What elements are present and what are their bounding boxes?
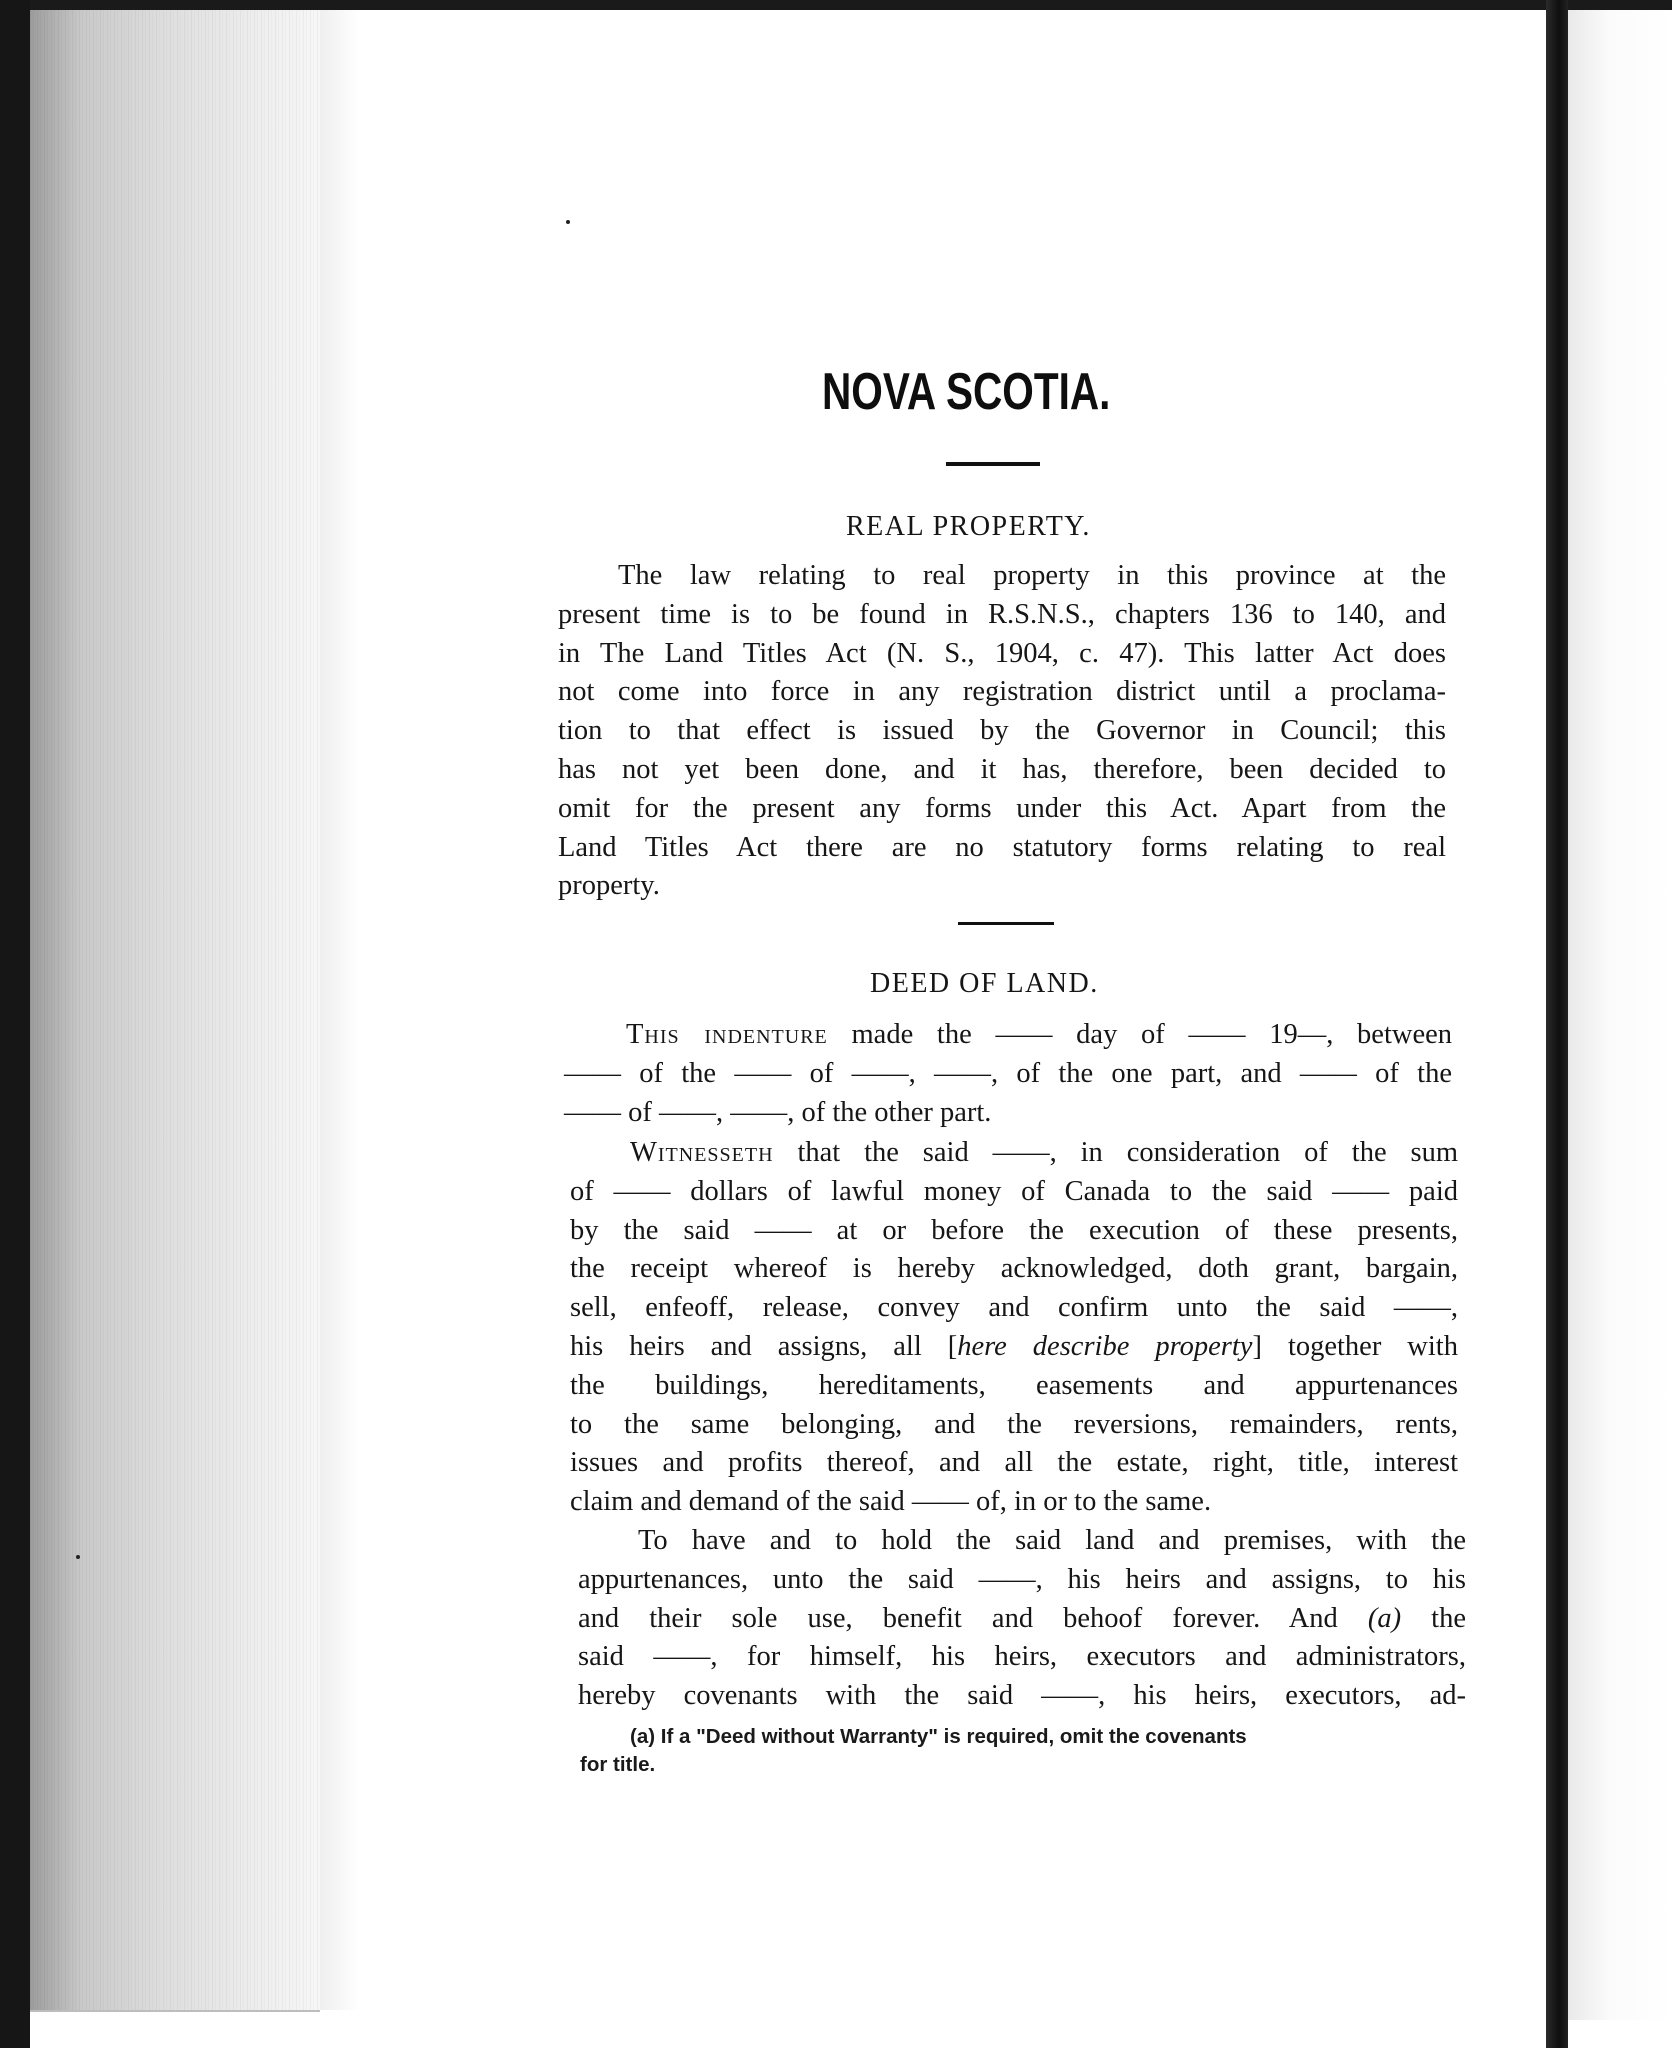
footnote-marker: (a) xyxy=(1367,1602,1402,1634)
text-line: said ——, for himself, his heirs, executors and administrators, xyxy=(578,1641,1466,1673)
text-line: —— of the —— of ——, ——, of the one part, and —— of the xyxy=(564,1057,1452,1089)
text-line: appurtenances, unto the said ——, his heirs and assigns, to his xyxy=(578,1563,1466,1595)
footnote xyxy=(580,1723,1468,1779)
book-page-edges xyxy=(30,10,320,2012)
text-line: issues and profits thereof, and all the estate, right, title, interest xyxy=(570,1447,1458,1479)
text-line xyxy=(564,1016,1452,1055)
text-line xyxy=(578,1600,1466,1639)
text-line: in The Land Titles Act (N. S., 1904, c. 47). This latter Act does xyxy=(558,637,1446,669)
text-run: made the —— day of —— 19—, between xyxy=(827,1019,1453,1050)
book-gutter xyxy=(320,10,360,2010)
text-run: and their sole use, benefit and behoof forever. And xyxy=(578,1602,1368,1634)
text-line: to the same belonging, and the reversions, remainders, rents, xyxy=(570,1408,1458,1440)
scan-speck xyxy=(566,220,570,224)
italic-instruction: here describe property xyxy=(957,1330,1253,1362)
section-heading-deed-of-land: DEED OF LAND. xyxy=(870,968,1099,999)
text-line: not come into force in any registration district until a proclama- xyxy=(558,676,1446,708)
scan-speck xyxy=(76,1555,80,1559)
text-line: the receipt whereof is hereby acknowledged, doth grant, bargain, xyxy=(570,1253,1458,1285)
text-line: of —— dollars of lawful money of Canada to the said —— paid xyxy=(570,1175,1458,1207)
text-line: the buildings, hereditaments, easements and appurtenances xyxy=(570,1369,1458,1401)
text-line: property. xyxy=(558,870,660,902)
facing-page-edge xyxy=(1568,10,1672,2020)
left-scan-border xyxy=(0,0,30,2048)
indenture-lead: This indenture xyxy=(626,1019,828,1050)
text-line: tion to that effect is issued by the Governor in Council; this xyxy=(558,715,1446,747)
text-run: that the said ——, in consideration of the sum xyxy=(773,1137,1458,1168)
section-heading-real-property: REAL PROPERTY. xyxy=(846,511,1091,542)
page-title: NOVA SCOTIA. xyxy=(822,363,1111,421)
text-run: the xyxy=(1401,1602,1466,1634)
text-line: To have and to hold the said land and premises, with the xyxy=(638,1525,1466,1556)
witnesseth-lead: Witnesseth xyxy=(630,1137,774,1168)
title-divider xyxy=(946,462,1040,466)
book-page xyxy=(360,10,1546,2020)
text-line xyxy=(570,1134,1458,1173)
text-line: —— of ——, ——, of the other part. xyxy=(564,1096,992,1128)
text-line: present time is to be found in R.S.N.S., chapters 136 to 140, and xyxy=(558,598,1446,630)
text-line: by the said —— at or before the execution of these presents, xyxy=(570,1214,1458,1246)
book-spine-shadow xyxy=(1546,0,1568,2048)
deed-paragraph-indenture xyxy=(564,1016,1452,1132)
text-line xyxy=(570,1328,1458,1367)
text-line: The law relating to real property in this province at the xyxy=(618,560,1446,591)
real-property-paragraph xyxy=(558,557,1446,906)
text-line: claim and demand of the said —— of, in or to the same. xyxy=(570,1486,1212,1518)
text-line: omit for the present any forms under this Act. Apart from the xyxy=(558,792,1446,824)
text-run: his heirs and assigns, all [ xyxy=(570,1330,958,1362)
text-line: Land Titles Act there are no statutory forms relating to real xyxy=(558,831,1446,863)
deed-paragraph-witnesseth xyxy=(570,1134,1458,1522)
deed-paragraph-habendum xyxy=(578,1522,1466,1716)
text-line: has not yet been done, and it has, therefore, been decided to xyxy=(558,753,1446,785)
section-divider xyxy=(958,922,1054,925)
footnote-line: for title. xyxy=(580,1753,656,1776)
text-line: hereby covenants with the said ——, his heirs, executors, ad- xyxy=(578,1680,1466,1712)
text-line: sell, enfeoff, release, convey and confirm unto the said ——, xyxy=(570,1292,1458,1324)
text-run: ] together with xyxy=(1252,1330,1458,1362)
footnote-line: (a) If a "Deed without Warranty" is required, omit the covenants xyxy=(630,1725,1247,1748)
